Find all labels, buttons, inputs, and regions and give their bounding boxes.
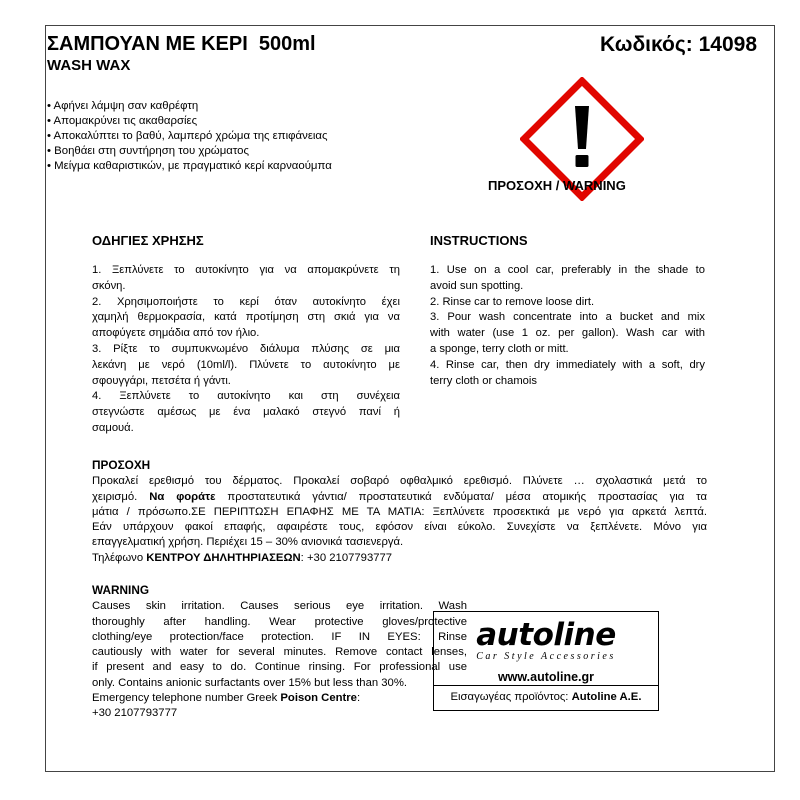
warning-gr-line: Προκαλεί ερεθισμό του δέρματος. Προκαλεί σοβαρό οφθαλμικό ερεθισμό. Πλύνετε … σχολαστικά μετά το [92, 475, 707, 488]
feature-item: • Αποκαλύπτει το βαθύ, λαμπερό χρώμα της επιφάνειας [47, 130, 328, 142]
warning-gr-line: Εάν υπάρχουν φακοί επαφής, αφαιρέστε τους, εφόσον είναι εύκολο. Συνεχίστε να ξεπλένετε. Μόνο για [92, 521, 707, 534]
instruction-en-2: 2. Rinse car to remove loose dirt. [430, 295, 595, 308]
warning-gr-line: χειρισμό. Να φοράτε προστατευτικά γάντια/ προστατευτικά ενδύματα/ μέσα ατομικής προστασίας για τα [92, 490, 707, 503]
product-title: ΣΑΜΠΟΥΑΝ ΜΕ ΚΕΡΙ 500ml [47, 33, 316, 55]
feature-item: • Βοηθάει στη συντήρηση του χρώματος [47, 145, 250, 157]
warning-gr-line: επαγγελματική χρήση. Περιέχει 15 – 30% ανιονικά τασιενεργά. [92, 536, 404, 549]
instructions-en-text [430, 263, 705, 389]
poison-centre-phone-gr: Τηλέφωνο ΚΕΝΤΡΟΥ ΔΗΛΗΤΗΡΙΑΣΕΩΝ: +30 2107793777 [92, 551, 393, 564]
warning-gr-heading: ΠΡΟΣΟΧΗ [92, 458, 151, 472]
warning-en-line: only. Contains anionic surfactants over 15% but less than 30%. [92, 676, 408, 689]
instruction-en-4: 4. Rinse car, then dry immediately with a soft, dry terry cloth or chamois [430, 358, 705, 387]
instruction-gr-4: 4. Ξεπλύνετε το αυτοκίνητο και στη συνέχεια στεγνώστε αμέσως με ένα μαλακό στεγνό πανί ή σαμουά. [92, 390, 400, 434]
emergency-phone-en: Emergency telephone number Greek Poison Centre: [92, 692, 361, 705]
product-code: Κωδικός: 14098 [600, 33, 757, 56]
instruction-gr-1: 1. Ξεπλύνετε το αυτοκίνητο για να απομακρύνετε τη σκόνη. [92, 264, 400, 292]
brand-box [433, 611, 659, 711]
instruction-gr-3: 3. Ρίξτε το συμπυκνωμένο διάλυμα πλύσης σε μια λεκάνη με νερό (10ml/l). Πλύνετε το αυτοκίνητο με σφουγγάρι, πετσέτα ή γάντι. [92, 342, 400, 387]
instructions-gr-text [92, 263, 400, 437]
product-subtitle: WASH WAX [47, 57, 131, 74]
feature-item: • Απομακρύνει τις ακαθαρσίες [47, 115, 198, 127]
importer-line: Εισαγωγέας προϊόντος: Autoline A.E. [434, 685, 658, 710]
warning-gr-block [92, 458, 707, 566]
warning-en-block [92, 583, 467, 722]
warning-en-line: Causes skin irritation. Causes serious eye irritation. Wash [92, 600, 467, 613]
warning-en-line: cautiously with water for several minutes. Remove contact lenses, [92, 646, 467, 659]
exclamation-dot [576, 155, 589, 167]
autoline-logo: autoline [476, 617, 616, 653]
instruction-en-1: 1. Use on a cool car, preferably in the shade to avoid sun spotting. [430, 264, 705, 292]
brand-tagline: Car Style Accessories [476, 651, 616, 662]
warning-en-heading: WARNING [92, 583, 150, 597]
hazard-caption: ΠΡΟΣΟΧΗ / WARNING [488, 178, 626, 193]
warning-en-line: if present and easy to do. Continue rinsing. For professional use [92, 661, 467, 674]
warning-en-line: clothing/eye protection/face protection. IF IN EYES: Rinse [92, 630, 467, 643]
instruction-en-3: 3. Pour wash concentrate into a bucket and mix with water (use 1 oz. per gallon). Wash car with a sponge, terry cloth or mitt. [430, 311, 705, 355]
emergency-phone-number: +30 2107793777 [92, 707, 178, 720]
instruction-gr-2: 2. Χρησιμοποιήστε το κερί όταν αυτοκίνητο έχει χαμηλή θερμοκρασία, κατά προτίμηση στη σκιά για να αποφύγετε σημάδια από τον ήλιο. [92, 295, 400, 340]
warning-gr-line: μάτια / πρόσωπο.ΣΕ ΠΕΡΙΠΤΩΣΗ ΕΠΑΦΗΣ ΜΕ ΤΑ ΜΑΤΙΑ: Ξεπλύνετε προσεκτικά με νερό για αρκετά λεπτά. [92, 505, 707, 518]
feature-item: • Μείγμα καθαριστικών, με πραγματικό κερί καρναούμπα [47, 160, 332, 172]
instructions-gr-heading: ΟΔΗΓΙΕΣ ΧΡΗΣΗΣ [92, 233, 204, 248]
feature-list [47, 99, 427, 174]
instructions-en-heading: INSTRUCTIONS [430, 233, 528, 248]
feature-item: • Αφήνει λάμψη σαν καθρέφτη [47, 100, 199, 112]
warning-en-line: thoroughly after handling. Wear protective gloves/protective [92, 615, 467, 628]
brand-url: www.autoline.gr [497, 670, 595, 684]
